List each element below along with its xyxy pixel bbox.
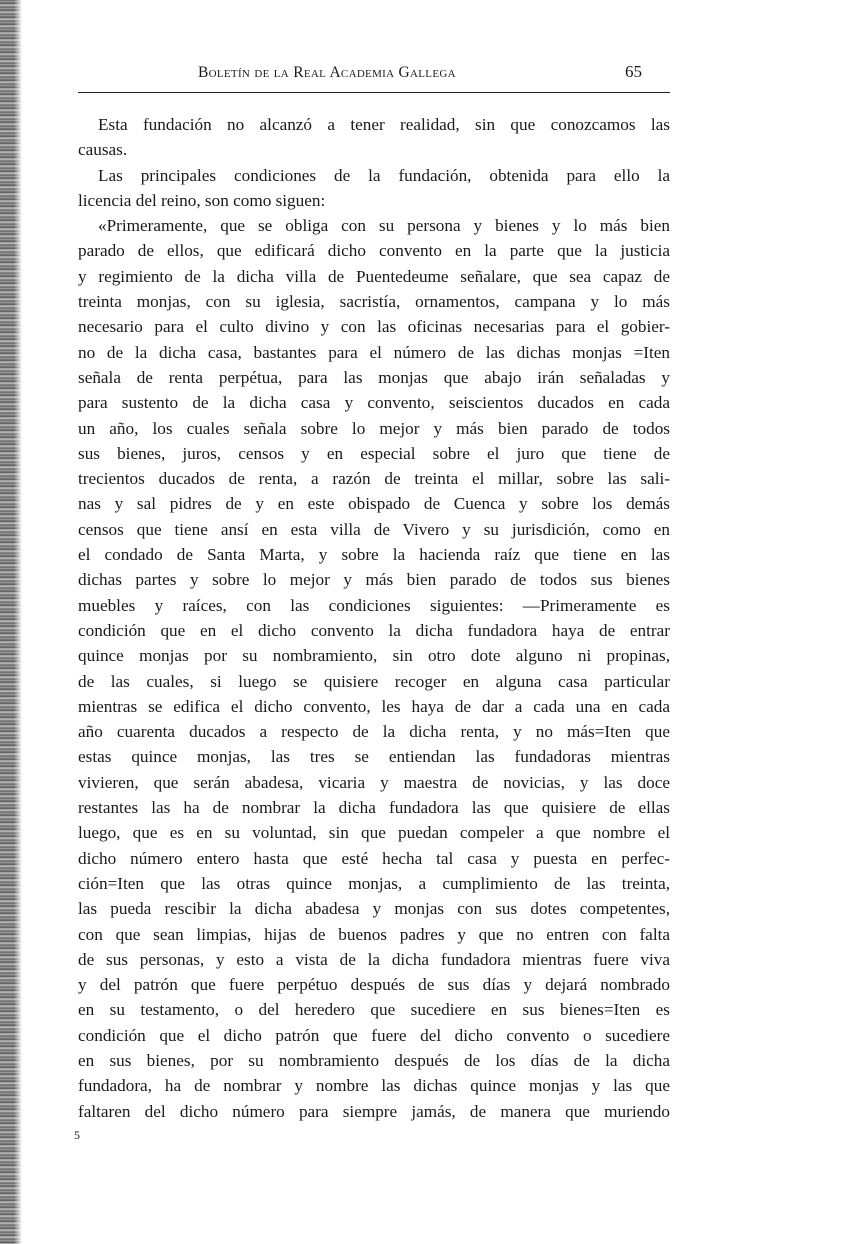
text-line: para sustento de la dicha casa y convento, seiscientos ducados en cada [78, 393, 670, 413]
text-line: nas y sal pidres de y en este obispado de Cuenca y sobre los demás [78, 494, 670, 514]
header-rule [78, 92, 670, 93]
text-line: restantes las ha de nombrar la dicha fundadora las que quisiere de ellas [78, 798, 670, 818]
text-line: fundadora, ha de nombrar y nombre las dichas quince monjas y las que [78, 1076, 670, 1096]
text-line: Las principales condiciones de la fundación, obtenida para ello la [98, 165, 670, 185]
text-line: de sus personas, y esto a vista de la dicha fundadora mientras fuere viva [78, 949, 670, 969]
body-text [78, 112, 670, 1124]
text-line: y del patrón que fuere perpétuo después de sus días y dejará nombrado [78, 975, 670, 995]
text-line: y regimiento de la dicha villa de Puentedeume señalare, que sea capaz de [78, 266, 670, 286]
text-line: de las cuales, si luego se quisiere recoger en alguna casa particular [78, 671, 670, 691]
text-line: Esta fundación no alcanzó a tener realidad, sin que conozcamos las [98, 115, 670, 134]
text-line: muebles y raíces, con las condiciones siguientes: —Primeramente es [78, 595, 670, 615]
text-line: sus bienes, juros, censos y en especial sobre el juro que tiene de [78, 443, 670, 463]
text-line: necesario para el culto divino y con las oficinas necesarias para el gobier- [78, 317, 670, 337]
running-title: Boletín de la Real Academia Gallega [198, 64, 456, 81]
text-line: señala de renta perpétua, para las monjas que abajo irán señaladas y [78, 367, 670, 387]
text-line: un año, los cuales señala sobre lo mejor y más bien parado de todos [78, 418, 670, 438]
text-line: «Primeramente, que se obliga con su persona y bienes y lo más bien [98, 216, 670, 236]
text-line: quince monjas por su nombramiento, sin otro dote alguno ni propinas, [78, 646, 670, 666]
text-line: faltaren del dicho número para siempre jamás, de manera que muriendo [78, 1101, 670, 1121]
text-line: ción=Iten que las otras quince monjas, a cumplimiento de las treinta, [78, 873, 670, 893]
scan-border [0, 0, 22, 1244]
text-line: trecientos ducados de renta, a razón de treinta el millar, sobre las sali- [78, 469, 670, 489]
text-line: treinta monjas, con su iglesia, sacristía, ornamentos, campana y lo más [78, 292, 670, 312]
text-line: con que sean limpias, hijas de buenos padres y que no entren con falta [78, 924, 670, 944]
text-line: causas. [78, 140, 128, 160]
text-line: mientras se edifica el dicho convento, les haya de dar a cada una en cada [78, 696, 670, 716]
text-line: dicho número entero hasta que esté hecha tal casa y puesta en perfec- [78, 848, 670, 868]
text-line: dichas partes y sobre lo mejor y más bien parado de todos sus bienes [78, 570, 670, 590]
text-line: en su testamento, o del heredero que sucediere en sus bienes=Iten es [78, 1000, 670, 1020]
text-line: en sus bienes, por su nombramiento después de los días de la dicha [78, 1050, 670, 1070]
page-header [78, 60, 668, 90]
page-number: 65 [625, 62, 642, 81]
text-line: el condado de Santa Marta, y sobre la hacienda raíz que tiene en las [78, 545, 670, 565]
text-line: parado de ellos, que edificará dicho convento en la parte que la justicia [78, 241, 670, 261]
text-line: año cuarenta ducados a respecto de la dicha renta, y no más=Iten que [78, 722, 670, 742]
text-line: condición que el dicho patrón que fuere del dicho convento o sucediere [78, 1025, 670, 1045]
text-line: luego, que es en su voluntad, sin que puedan compeler a que nombre el [78, 823, 670, 843]
text-line: condición que en el dicho convento la dicha fundadora haya de entrar [78, 620, 670, 640]
text-line: censos que tiene ansí en esta villa de Vivero y su jurisdición, como en [78, 519, 670, 539]
signature-mark: 5 [74, 1128, 80, 1142]
text-line: las pueda rescibir la dicha abadesa y monjas con sus dotes competentes, [78, 899, 670, 919]
text-line: estas quince monjas, las tres se entiendan las fundadoras mientras [78, 747, 670, 767]
text-line: no de la dicha casa, bastantes para el número de las dichas monjas =Iten [78, 342, 670, 362]
text-line: vivieren, que serán abadesa, vicaria y maestra de novicias, y las doce [78, 772, 670, 792]
text-line: licencia del reino, son como siguen: [78, 190, 326, 210]
